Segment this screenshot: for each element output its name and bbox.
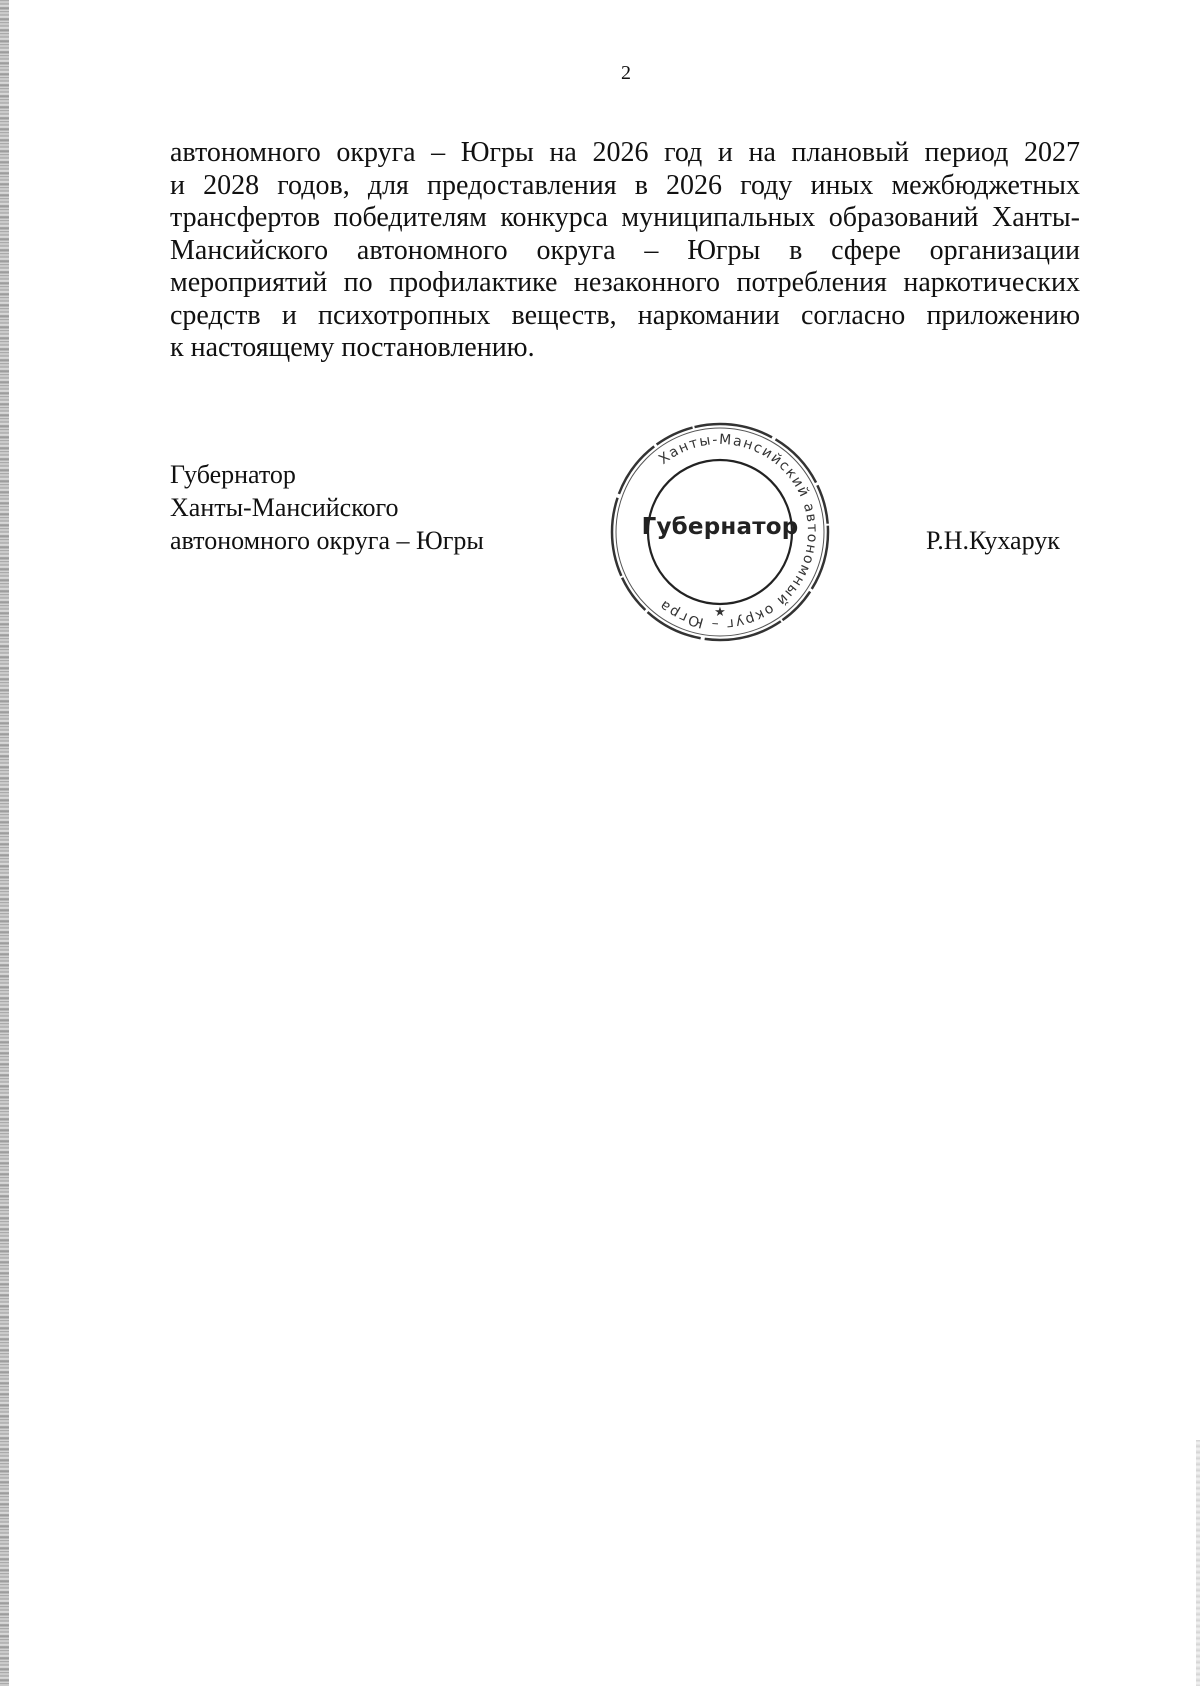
scan-edge-left (0, 0, 9, 1686)
body-line: и 2028 годов, для предоставления в 2026 году иных межбюджетных (170, 169, 1080, 201)
body-line-last: к настоящему постановлению. (170, 332, 535, 363)
page-number: 2 (621, 62, 631, 84)
signatory-name: Р.Н.Кухарук (926, 526, 1060, 555)
signatory-position-line: Губернатор (170, 460, 296, 489)
official-seal (606, 418, 834, 646)
signatory-position-line: автономного округа – Югры (170, 526, 484, 555)
body-line: трансфертов победителям конкурса муниципальных образований Ханты- (170, 202, 1080, 233)
seal-star: ★ (714, 605, 726, 620)
seal-ring-text: Ханты-Мансийский автономный округ – Югра (655, 431, 821, 633)
body-line: мероприятий по профилактике незаконного потребления наркотических (170, 267, 1080, 298)
body-line: средств и психотропных веществ, наркомании согласно приложению (170, 299, 1080, 331)
body-paragraph (170, 137, 1080, 365)
seal-title: Губернатор (641, 514, 799, 540)
signatory-position-line: Ханты-Мансийского (170, 493, 399, 522)
body-line: Мансийского автономного округа – Югры в сфере организации (170, 234, 1080, 266)
body-line: автономного округа – Югры на 2026 год и на плановый период 2027 (170, 137, 1080, 168)
scan-edge-right (1196, 1440, 1200, 1686)
signatory-position (170, 458, 484, 557)
